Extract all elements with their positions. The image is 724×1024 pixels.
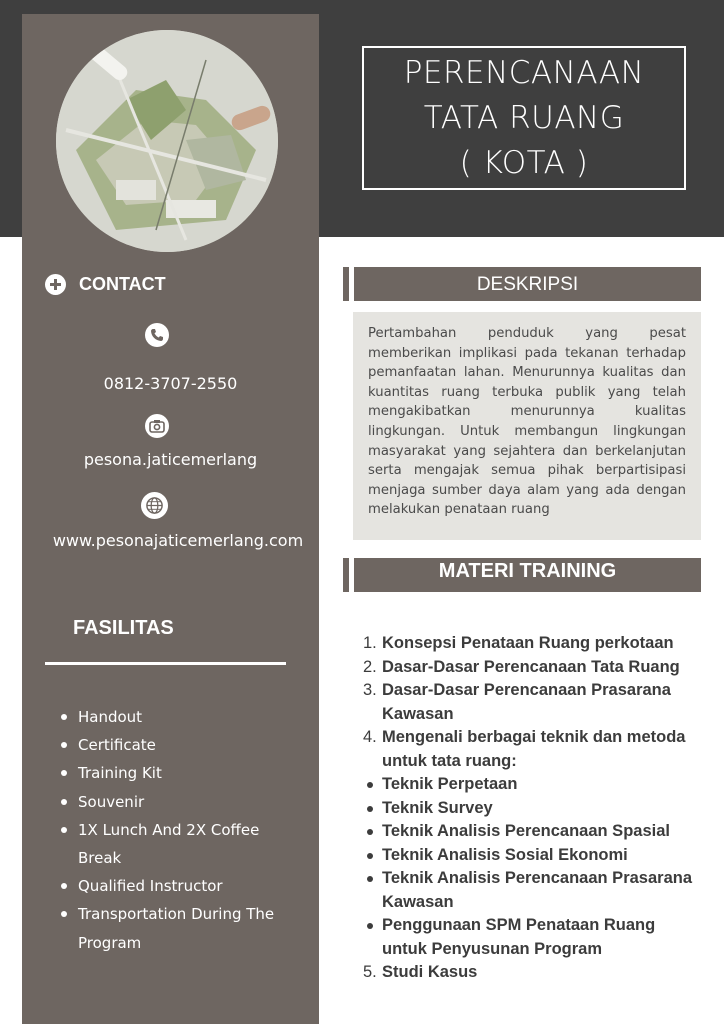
list-item-text: Teknik Survey <box>382 798 493 817</box>
title-line-1: PERENCANAAN <box>403 55 645 91</box>
list-item: Certificate <box>78 731 298 759</box>
deskripsi-heading: DESKRIPSI <box>354 267 701 301</box>
bullet-icon <box>363 797 382 821</box>
list-item: Souvenir <box>78 788 298 816</box>
materi-list <box>363 632 703 985</box>
list-item <box>363 820 703 844</box>
phone-icon <box>145 323 169 347</box>
instagram-handle: pesona.jaticemerlang <box>83 450 258 469</box>
list-item <box>363 844 703 868</box>
title-box <box>362 46 686 190</box>
section-accent-bar <box>343 558 349 592</box>
title-line-2: TATA RUANG <box>423 100 625 136</box>
list-item <box>363 632 703 656</box>
list-item: 1X Lunch And 2X Coffee Break <box>78 816 298 872</box>
list-item <box>363 726 703 773</box>
camera-icon <box>145 414 169 438</box>
list-item-text: Penggunaan SPM Penataan Ruang untuk Penyusunan Program <box>382 916 656 958</box>
list-item: Transportation During The Program <box>78 900 298 956</box>
list-item-text: Teknik Perpetaan <box>382 775 518 793</box>
list-item-text: Teknik Analisis Perencanaan Prasarana Kawasan <box>382 869 692 911</box>
bullet-icon <box>363 867 382 914</box>
plus-circle-icon <box>45 274 66 295</box>
list-item <box>363 867 703 914</box>
list-item: Training Kit <box>78 759 298 787</box>
list-item: Handout <box>78 703 298 731</box>
bullet-icon <box>363 773 382 797</box>
list-item: Qualified Instructor <box>78 872 298 900</box>
list-number: 5. <box>363 963 377 981</box>
phone-number: 0812-3707-2550 <box>103 374 238 393</box>
bullet-icon <box>363 844 382 868</box>
list-item <box>363 656 703 680</box>
title-line-3: ( KOTA ) <box>459 145 589 181</box>
bullet-icon <box>363 914 382 961</box>
list-item <box>363 914 703 961</box>
contact-heading <box>45 272 166 296</box>
section-accent-bar <box>343 267 349 301</box>
list-item <box>363 797 703 821</box>
list-item-text: Teknik Analisis Sosial Ekonomi <box>382 845 628 864</box>
list-item <box>363 961 703 985</box>
list-item-text: Mengenali berbagai teknik dan metoda untuk tata ruang: <box>382 728 686 770</box>
contact-label: CONTACT <box>79 273 166 294</box>
list-item <box>363 679 703 726</box>
globe-icon <box>141 492 168 519</box>
fasilitas-title: FASILITAS <box>73 617 174 639</box>
deskripsi-box <box>353 312 701 540</box>
list-number: 2. <box>363 657 377 676</box>
website-url: www.pesonajaticemerlang.com <box>52 531 304 550</box>
list-item <box>363 773 703 797</box>
deskripsi-text: Pertambahan penduduk yang pesat memberikan implikasi pada tekanan terhadap pemanfaatan lahan. Menurunnya kualitas dan kuantitas ruang terbuka publik yang telah mengakibatkan menurunnya kualitas lingkungan. Untuk membangun lingkungan masyarakat yang sejahtera dan berkelanjutan serta mengajak semua pihak berpartisipasi menjaga sumber daya alam yang ada dengan melakukan penataan ruang <box>368 326 686 518</box>
list-number: 3. <box>363 681 377 699</box>
city-map-photo <box>56 30 278 252</box>
list-item-text: Dasar-Dasar Perencanaan Prasarana Kawasan <box>382 681 671 723</box>
bullet-icon <box>363 820 382 844</box>
divider <box>45 662 286 665</box>
fasilitas-list <box>78 703 298 957</box>
materi-heading: MATERI TRAINING <box>354 558 701 592</box>
list-item-text: Teknik Analisis Perencanaan Spasial <box>382 822 670 840</box>
list-number: 1. <box>363 634 377 652</box>
list-number: 4. <box>363 728 377 746</box>
list-item-text: Konsepsi Penataan Ruang perkotaan <box>382 634 674 652</box>
list-item-text: Dasar-Dasar Perencanaan Tata Ruang <box>382 657 680 676</box>
list-item-text: Studi Kasus <box>382 963 478 981</box>
